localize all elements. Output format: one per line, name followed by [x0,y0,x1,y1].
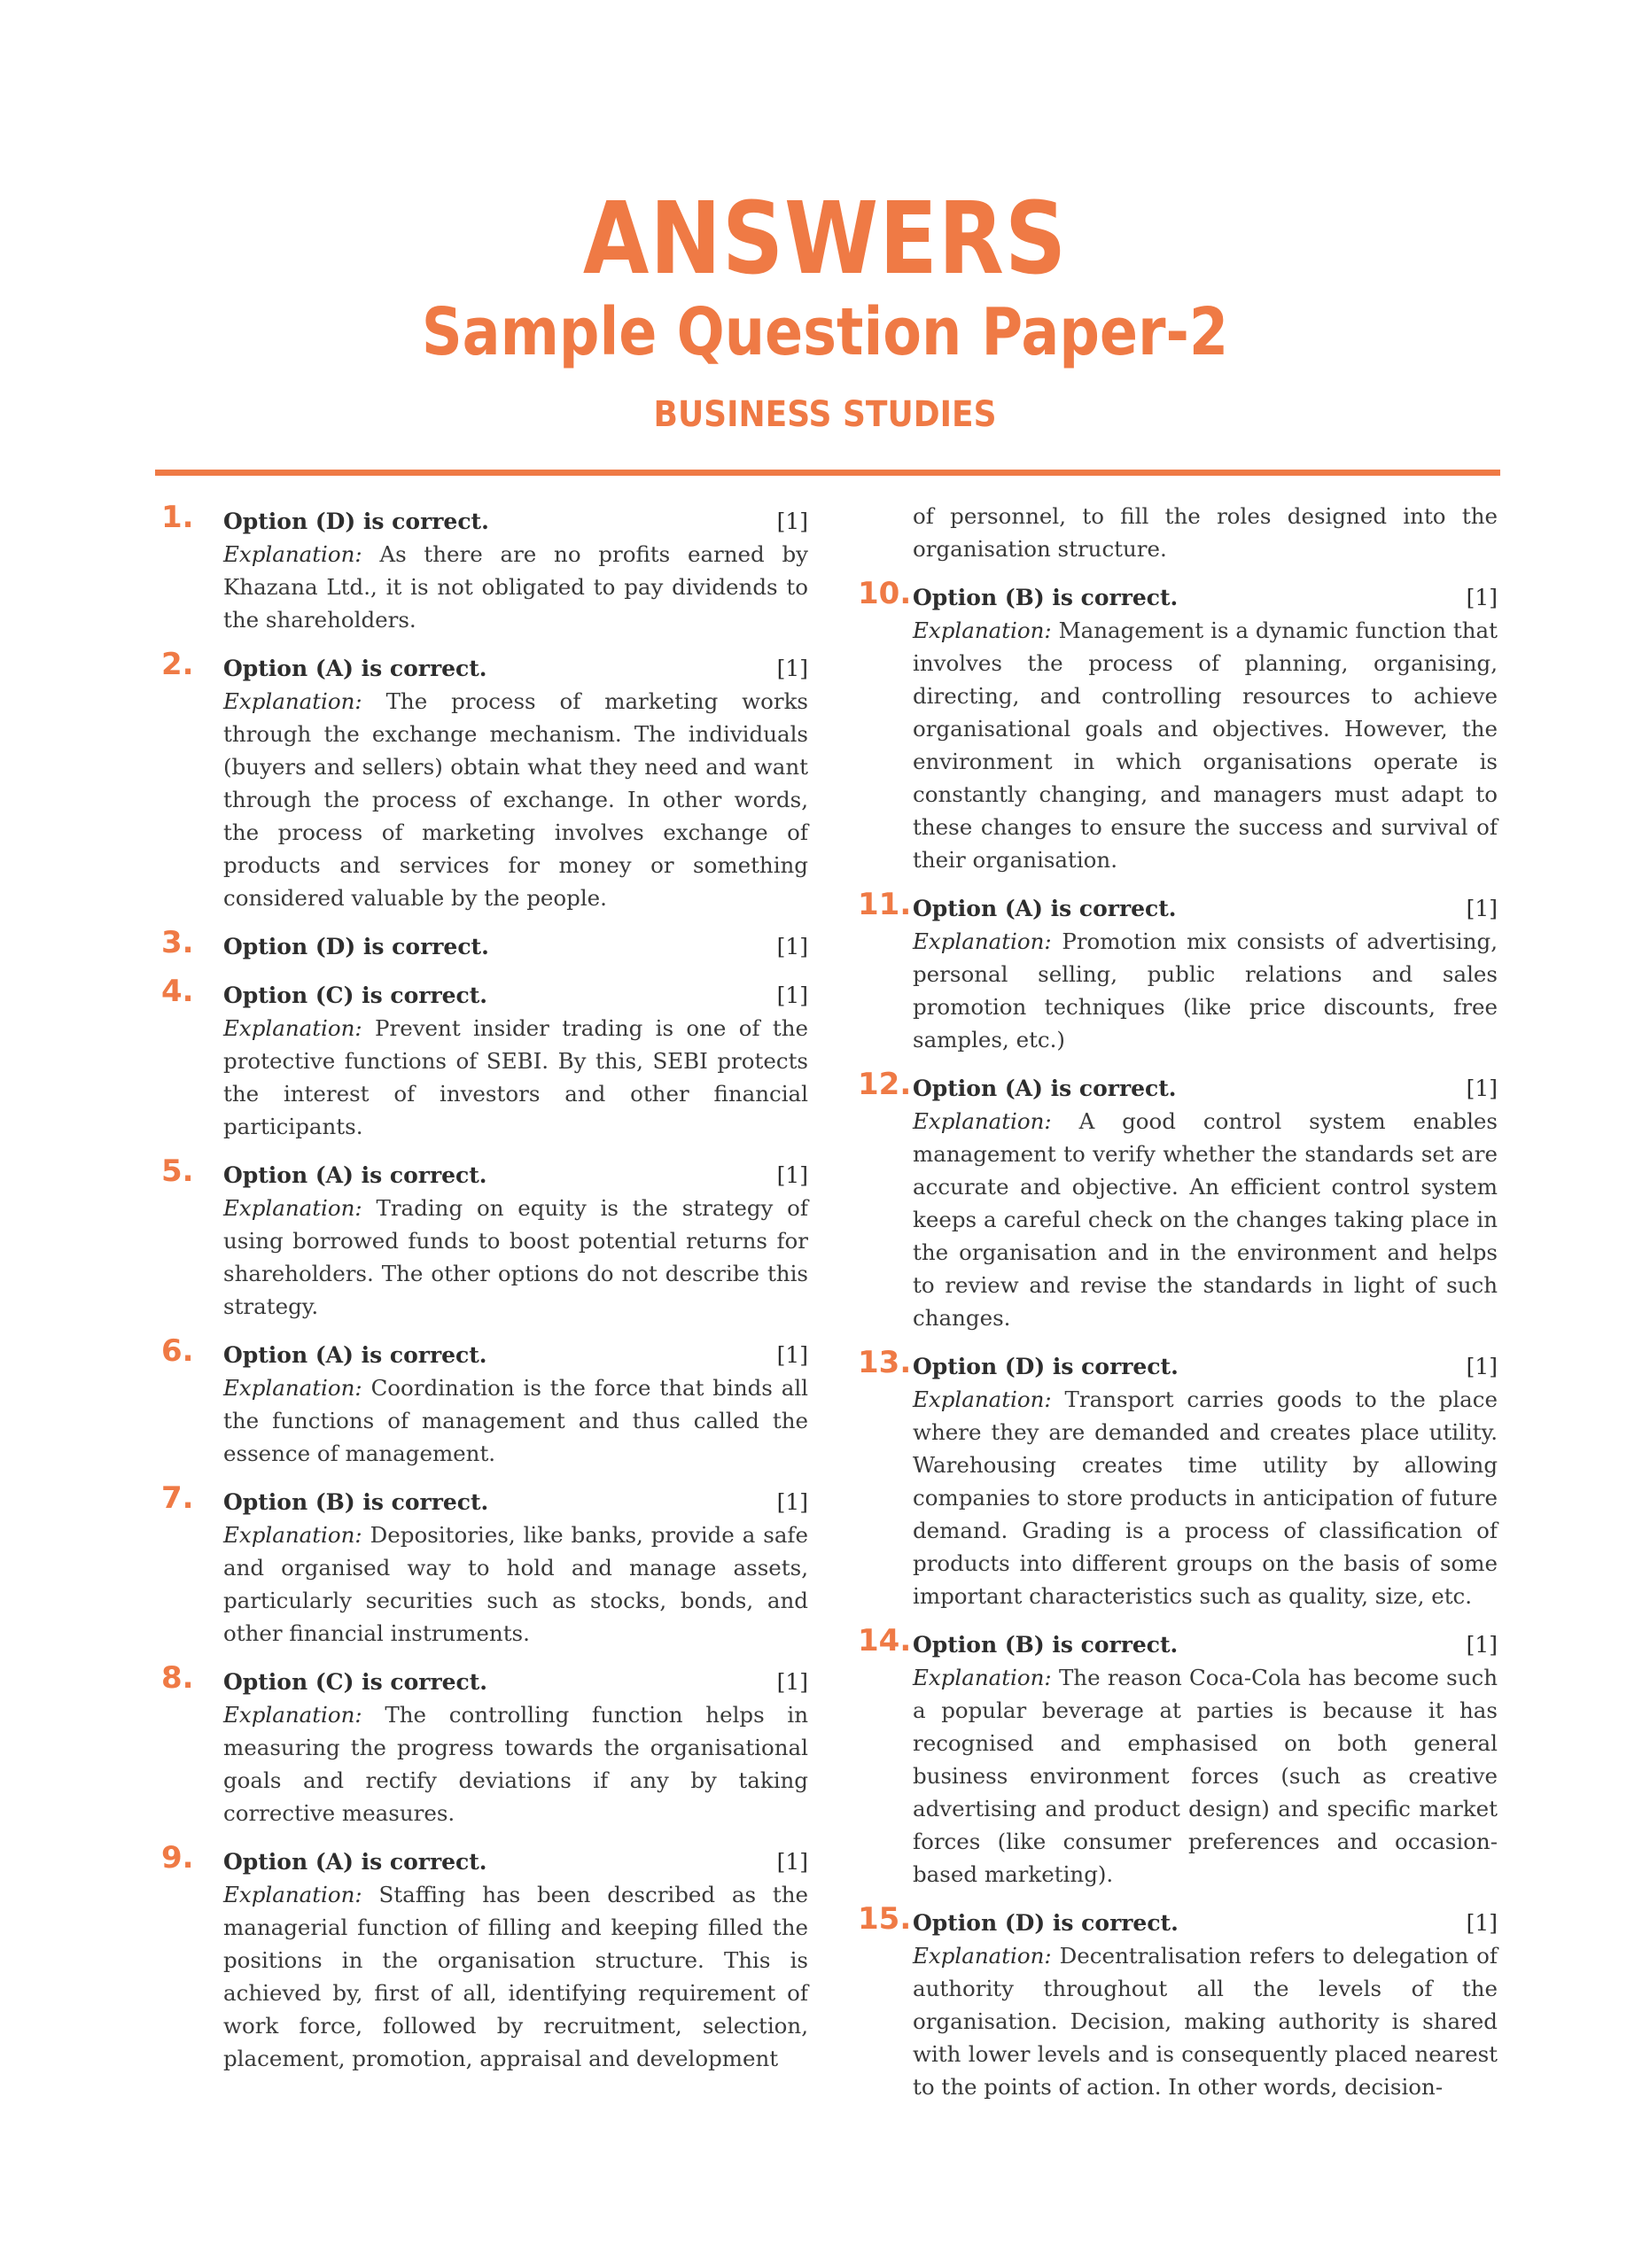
answer-item-10 [858,576,1498,876]
explanation-text: Prevent insider trading is one of the protective functions of SEBI. By this, SEBI protects the interest of investors and other financial participants. [223,1015,808,1139]
explanation-label: Explanation: [223,1702,362,1728]
page-subtitle: Sample Question Paper-2 [421,294,1229,370]
answer-number: 6. [161,1333,194,1369]
answer-option: Option (B) is correct. [223,1489,489,1515]
explanation-label: Explanation: [223,1522,362,1548]
answer-option: Option (D) is correct. [913,1910,1179,1936]
answer-item-14 [858,1623,1498,1891]
answer-marks: [1] [776,1489,808,1515]
explanation-text: A good control system enables management to verify whether the standards set are accurate and objective. An efficient control system keeps a careful check on the changes taking place in the organisation and in the environment and helps to review and revise the standards in light of such changes. [913,1108,1498,1331]
answer-marks: [1] [776,1342,808,1368]
answer-item-7 [161,1480,808,1650]
answer-item-1 [161,500,808,636]
answer-number: 3. [161,925,194,960]
right-column [858,503,1498,2119]
answer-number: 1. [161,500,194,535]
explanation-label: Explanation: [223,1375,362,1401]
explanation-label: Explanation: [223,1015,362,1041]
answer-option: Option (A) is correct. [223,656,487,681]
answer-number: 12. [858,1067,912,1102]
answer-marks: [1] [1466,1076,1498,1101]
explanation-text: Transport carries goods to the place where they are demanded and creates place utility. Warehousing creates time utility by allowing companies to store products in anticipation of future demand. Grading is a process of classification of products into different groups on the basis of some important characteristics such as quality, size, etc. [913,1386,1498,1609]
answer-marks: [1] [776,1849,808,1875]
answer-marks: [1] [776,934,808,959]
answer-item-3 [161,925,808,963]
explanation-label: Explanation: [223,688,362,714]
answer-marks: [1] [1466,585,1498,610]
answer-item-11 [858,887,1498,1056]
explanation-text: Promotion mix consists of advertising, personal selling, public relations and sales promotion techniques (like price discounts, free samples, etc.) [913,928,1498,1052]
explanation-text: Depositories, like banks, provide a safe and organised way to hold and manage assets, particularly securities such as stocks, bonds, and other financial instruments. [223,1522,808,1646]
answer-marks: [1] [776,509,808,534]
explanation-text: Coordination is the force that binds all the functions of management and thus called the essence of management. [223,1375,808,1466]
answer-number: 11. [858,887,912,922]
answer-number: 7. [161,1480,194,1516]
explanation-text: Decentralisation refers to delegation of authority throughout all the levels of the organisation. Decision, making authority is shared with lower levels and is consequently placed nearest to the points of action. In other words, decision- [913,1943,1498,2100]
explanation-text: The reason Coca-Cola has become such a popular beverage at parties is because it has recognised and emphasised on both general business environment forces (such as creative advertising and product design) and specific market forces (like consumer preferences and occasion-based marketing). [913,1665,1498,1887]
page-title: ANSWERS [582,182,1068,297]
explanation-label: Explanation: [913,1665,1052,1690]
explanation-label: Explanation: [913,1108,1052,1134]
answer-marks: [1] [1466,896,1498,921]
answer-number: 4. [161,974,194,1009]
explanation-label: Explanation: [223,541,362,567]
explanation-label: Explanation: [913,1386,1052,1412]
answer-option: Option (A) is correct. [223,1342,487,1368]
answer-item-8 [161,1660,809,1829]
explanation-label: Explanation: [913,1943,1052,1969]
answer-marks: [1] [776,1669,808,1695]
answer-marks: [1] [776,983,808,1008]
answer-number: 8. [161,1660,194,1696]
answer-marks: [1] [1466,1354,1498,1379]
explanation-text: Staffing has been described as the managerial function of filling and keeping filled the positions in the organisation structure. This is achieved by, first of all, identifying requirement of work force, followed by recruitment, selection, placement, promotion, appraisal and development [223,1882,808,2071]
answer-number: 14. [858,1623,912,1658]
answer-number: 13. [858,1345,912,1380]
answer-marks: [1] [776,656,808,681]
explanation-label: Explanation: [223,1882,362,1907]
answer-option: Option (B) is correct. [913,585,1179,610]
answer-marks: [1] [1466,1910,1498,1936]
answer-item-9 [161,1840,808,2075]
explanation-label: Explanation: [913,617,1052,643]
answer-item-5 [161,1153,808,1323]
answer-option: Option (A) is correct. [223,1162,487,1188]
answer-number: 2. [161,647,194,682]
answer-marks: [1] [776,1162,808,1188]
answer-option: Option (D) is correct. [223,509,489,534]
answer-number: 9. [161,1840,194,1876]
answer-number: 5. [161,1153,194,1189]
answer-option: Option (D) is correct. [223,934,489,959]
answer-option: Option (D) is correct. [913,1354,1179,1379]
answer-number: 15. [858,1901,912,1937]
answer-item-13 [858,1345,1498,1612]
answer-marks: [1] [1466,1632,1498,1658]
answer-item-12 [858,1067,1498,1334]
answer-item-15 [858,1901,1498,2103]
answer-option: Option (B) is correct. [913,1632,1179,1658]
answer-option: Option (A) is correct. [913,1076,1177,1101]
answer-option: Option (C) is correct. [223,1669,488,1695]
explanation-text: Management is a dynamic function that involves the process of planning, organising, directing, and controlling resources to achieve organisational goals and objectives. However, the environment in which organisations operate is constantly changing, and managers must adapt to these changes to ensure the success and survival of their organisation. [913,617,1498,873]
explanation-text: Trading on equity is the strategy of using borrowed funds to boost potential returns for shareholders. The other options do not describe this strategy. [223,1195,808,1319]
answer-item-4 [161,974,808,1143]
explanation-label: Explanation: [913,928,1052,954]
subject-heading: BUSINESS STUDIES [653,394,997,435]
explanation-text: The controlling function helps in measuring the progress towards the organisational goals and rectify deviations if any by taking corrective measures. [223,1702,809,1826]
explanation-text: As there are no profits earned by Khazana Ltd., it is not obligated to pay dividends to the shareholders. [223,541,808,633]
answer-number: 10. [858,576,912,611]
answer-option: Option (A) is correct. [223,1849,487,1875]
header-divider [155,470,1500,476]
left-column [161,500,809,2091]
answer-item-2 [161,647,808,914]
answer-option: Option (A) is correct. [913,896,1177,921]
answer-item-6 [161,1333,808,1470]
answer-option: Option (C) is correct. [223,983,488,1008]
explanation-label: Explanation: [223,1195,362,1221]
explanation-text: The process of marketing works through the exchange mechanism. The individuals (buyers and sellers) obtain what they need and want through the process of exchange. In other words, the process of marketing involves exchange of products and services for money or something considered valuable by the people. [223,688,808,911]
answer-9-continuation: of personnel, to fill the roles designed into the organisation structure. [913,503,1498,562]
